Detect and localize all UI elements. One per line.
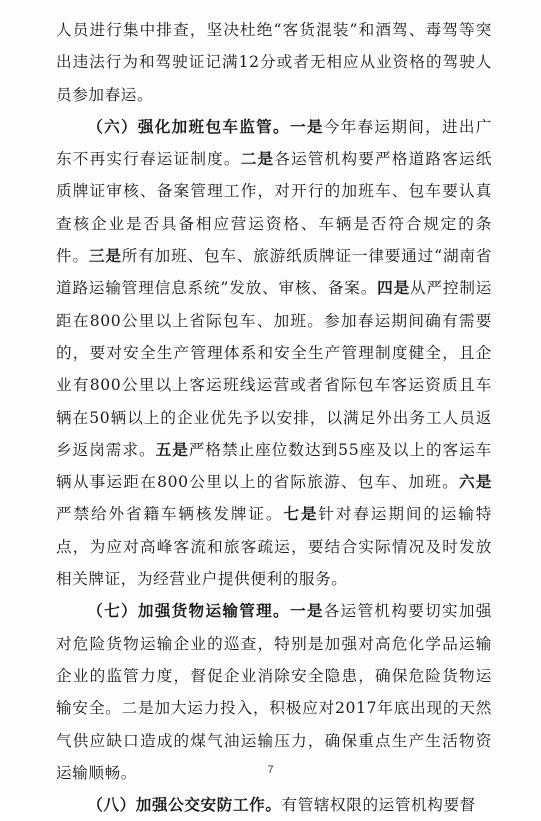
bold-text-run: 一是 xyxy=(289,601,324,621)
text-run: 所有加班、包车、旅游纸质牌证一律要通过“湖南省道路运输管理信息系统”发放、审核、备案。 xyxy=(56,247,493,298)
paragraph-section-7 xyxy=(56,595,492,789)
paragraph-continued xyxy=(56,14,492,111)
text-run: 今年春运期间，进出广东不再实行春运证制度。 xyxy=(56,117,492,169)
bold-text-run: （七）加强货物运输管理。 xyxy=(87,601,290,621)
text-run: 各运管机构要切实加强对危险货物运输企业的巡查，特别是加强对高危化学品运输企业的监管力度，督促企业消除安全隐患，确保危险货物运输安全。二是加大运力投入，积极应对2017年底出现的天然气供应缺口造成的煤气油运输压力，确保重点生产生活物资运输顺畅。 xyxy=(56,602,492,782)
document-body xyxy=(56,14,492,821)
bold-text-run: 五是 xyxy=(155,439,189,459)
text-run: 严禁给外省籍车辆核发牌证。 xyxy=(56,505,284,524)
page-number: 7 xyxy=(267,764,274,776)
text-run: 从严控制运距在800公里以上省际包车、加班。参加春运期间确有需要的，要对安全生产管理体系和安全生产管理制度健全，且企业有800公里以上客运班线运营或者省际包车客运资质且车辆在50辆以上的企业优先予以安排，以满足外出务工人员返乡返岗需求。 xyxy=(56,279,492,459)
text-run: 严格禁止座位数达到55座及以上的客运车辆从事运距在800公里以上的省际旅游、包车、加班。 xyxy=(56,440,492,492)
paragraph-section-6 xyxy=(56,111,492,595)
bold-text-run: 三是 xyxy=(88,246,122,266)
bold-text-run: （八）加强公交安防工作。 xyxy=(87,795,282,815)
text-run: 有管辖权限的运管机构要督 xyxy=(281,796,476,815)
bold-text-run: 四是 xyxy=(377,278,411,298)
paragraph-section-8 xyxy=(56,789,492,821)
bold-text-run: 二是 xyxy=(240,149,275,169)
bold-text-run: 七是 xyxy=(283,504,319,524)
bold-text-run: 一是 xyxy=(289,116,324,136)
bold-text-run: （六）强化加班包车监管。 xyxy=(87,116,290,136)
text-run: 人员进行集中排查，坚决杜绝“客货混装”和酒驾、毒驾等突出违法行为和驾驶证记满12分或者无相应从业资格的驾驶人员参加春运。 xyxy=(56,21,492,104)
bold-text-run: 六是 xyxy=(458,472,492,492)
text-run: 针对春运期间的运输特点，为应对高峰客流和旅客疏运，要结合实际情况及时发放相关牌证，为经营业户提供便利的服务。 xyxy=(56,505,492,589)
text-run: 各运管机构要严格道路客运纸质牌证审核、备案管理工作，对开行的加班车、包车要认真查核企业是否具备相应营运资格、车辆是否符合规定的条件。 xyxy=(56,150,493,266)
